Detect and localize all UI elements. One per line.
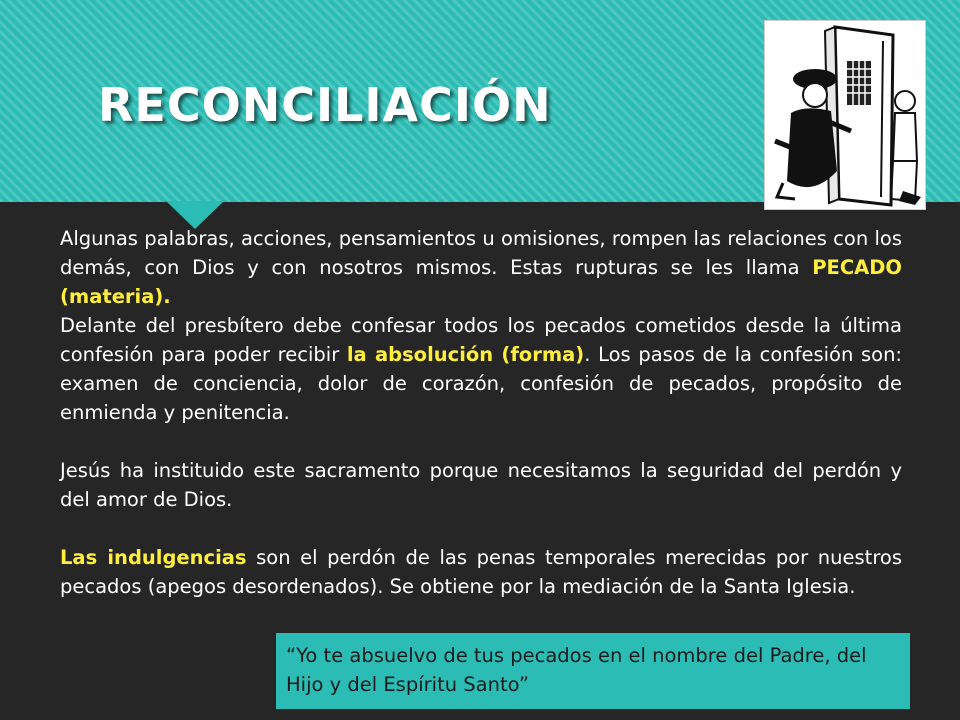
paragraph-spacer xyxy=(60,427,902,456)
highlight-absolucion: la absolución (forma) xyxy=(346,343,585,366)
paragraph-sacramento: Jesús ha instituido este sacramento porque necesitamos la seguridad del perdón y del amor de Dios. xyxy=(60,459,902,511)
paragraph-absolucion xyxy=(60,311,902,427)
paragraph-text: son el perdón de las penas temporales merecidas por nuestros pecados (apegos desordenados). Se obtiene por la mediación de la Santa Iglesia. xyxy=(60,546,902,598)
highlight-indulgencias: Las indulgencias xyxy=(60,546,247,569)
highlight-pecado: PECADO (materia). xyxy=(60,256,902,308)
paragraph-text: Delante del presbítero debe confesar todos los pecados cometidos desde la última confesión para poder recibir xyxy=(60,314,902,366)
confession-illustration xyxy=(764,20,926,210)
slide-title: RECONCILIACIÓN xyxy=(98,78,552,132)
paragraph-spacer xyxy=(60,514,902,543)
paragraph-indulgencias xyxy=(60,543,902,601)
paragraph-pecado xyxy=(60,224,902,311)
confession-cartoon-icon xyxy=(765,21,925,209)
paragraph-text: Algunas palabras, acciones, pensamientos u omisiones, rompen las relaciones con los demás, con Dios y con nosotros mismos. Estas rupturas se les llama xyxy=(60,227,902,279)
paragraph-text: . Los pasos de la confesión son: examen de conciencia, dolor de corazón, confesión de pecados, propósito de enmienda y penitencia. xyxy=(60,343,902,424)
quote-box xyxy=(276,633,910,709)
quote-text: “Yo te absuelvo de tus pecados en el nombre del Padre, del Hijo y del Espíritu Santo” xyxy=(286,644,867,696)
body-text xyxy=(60,224,902,601)
